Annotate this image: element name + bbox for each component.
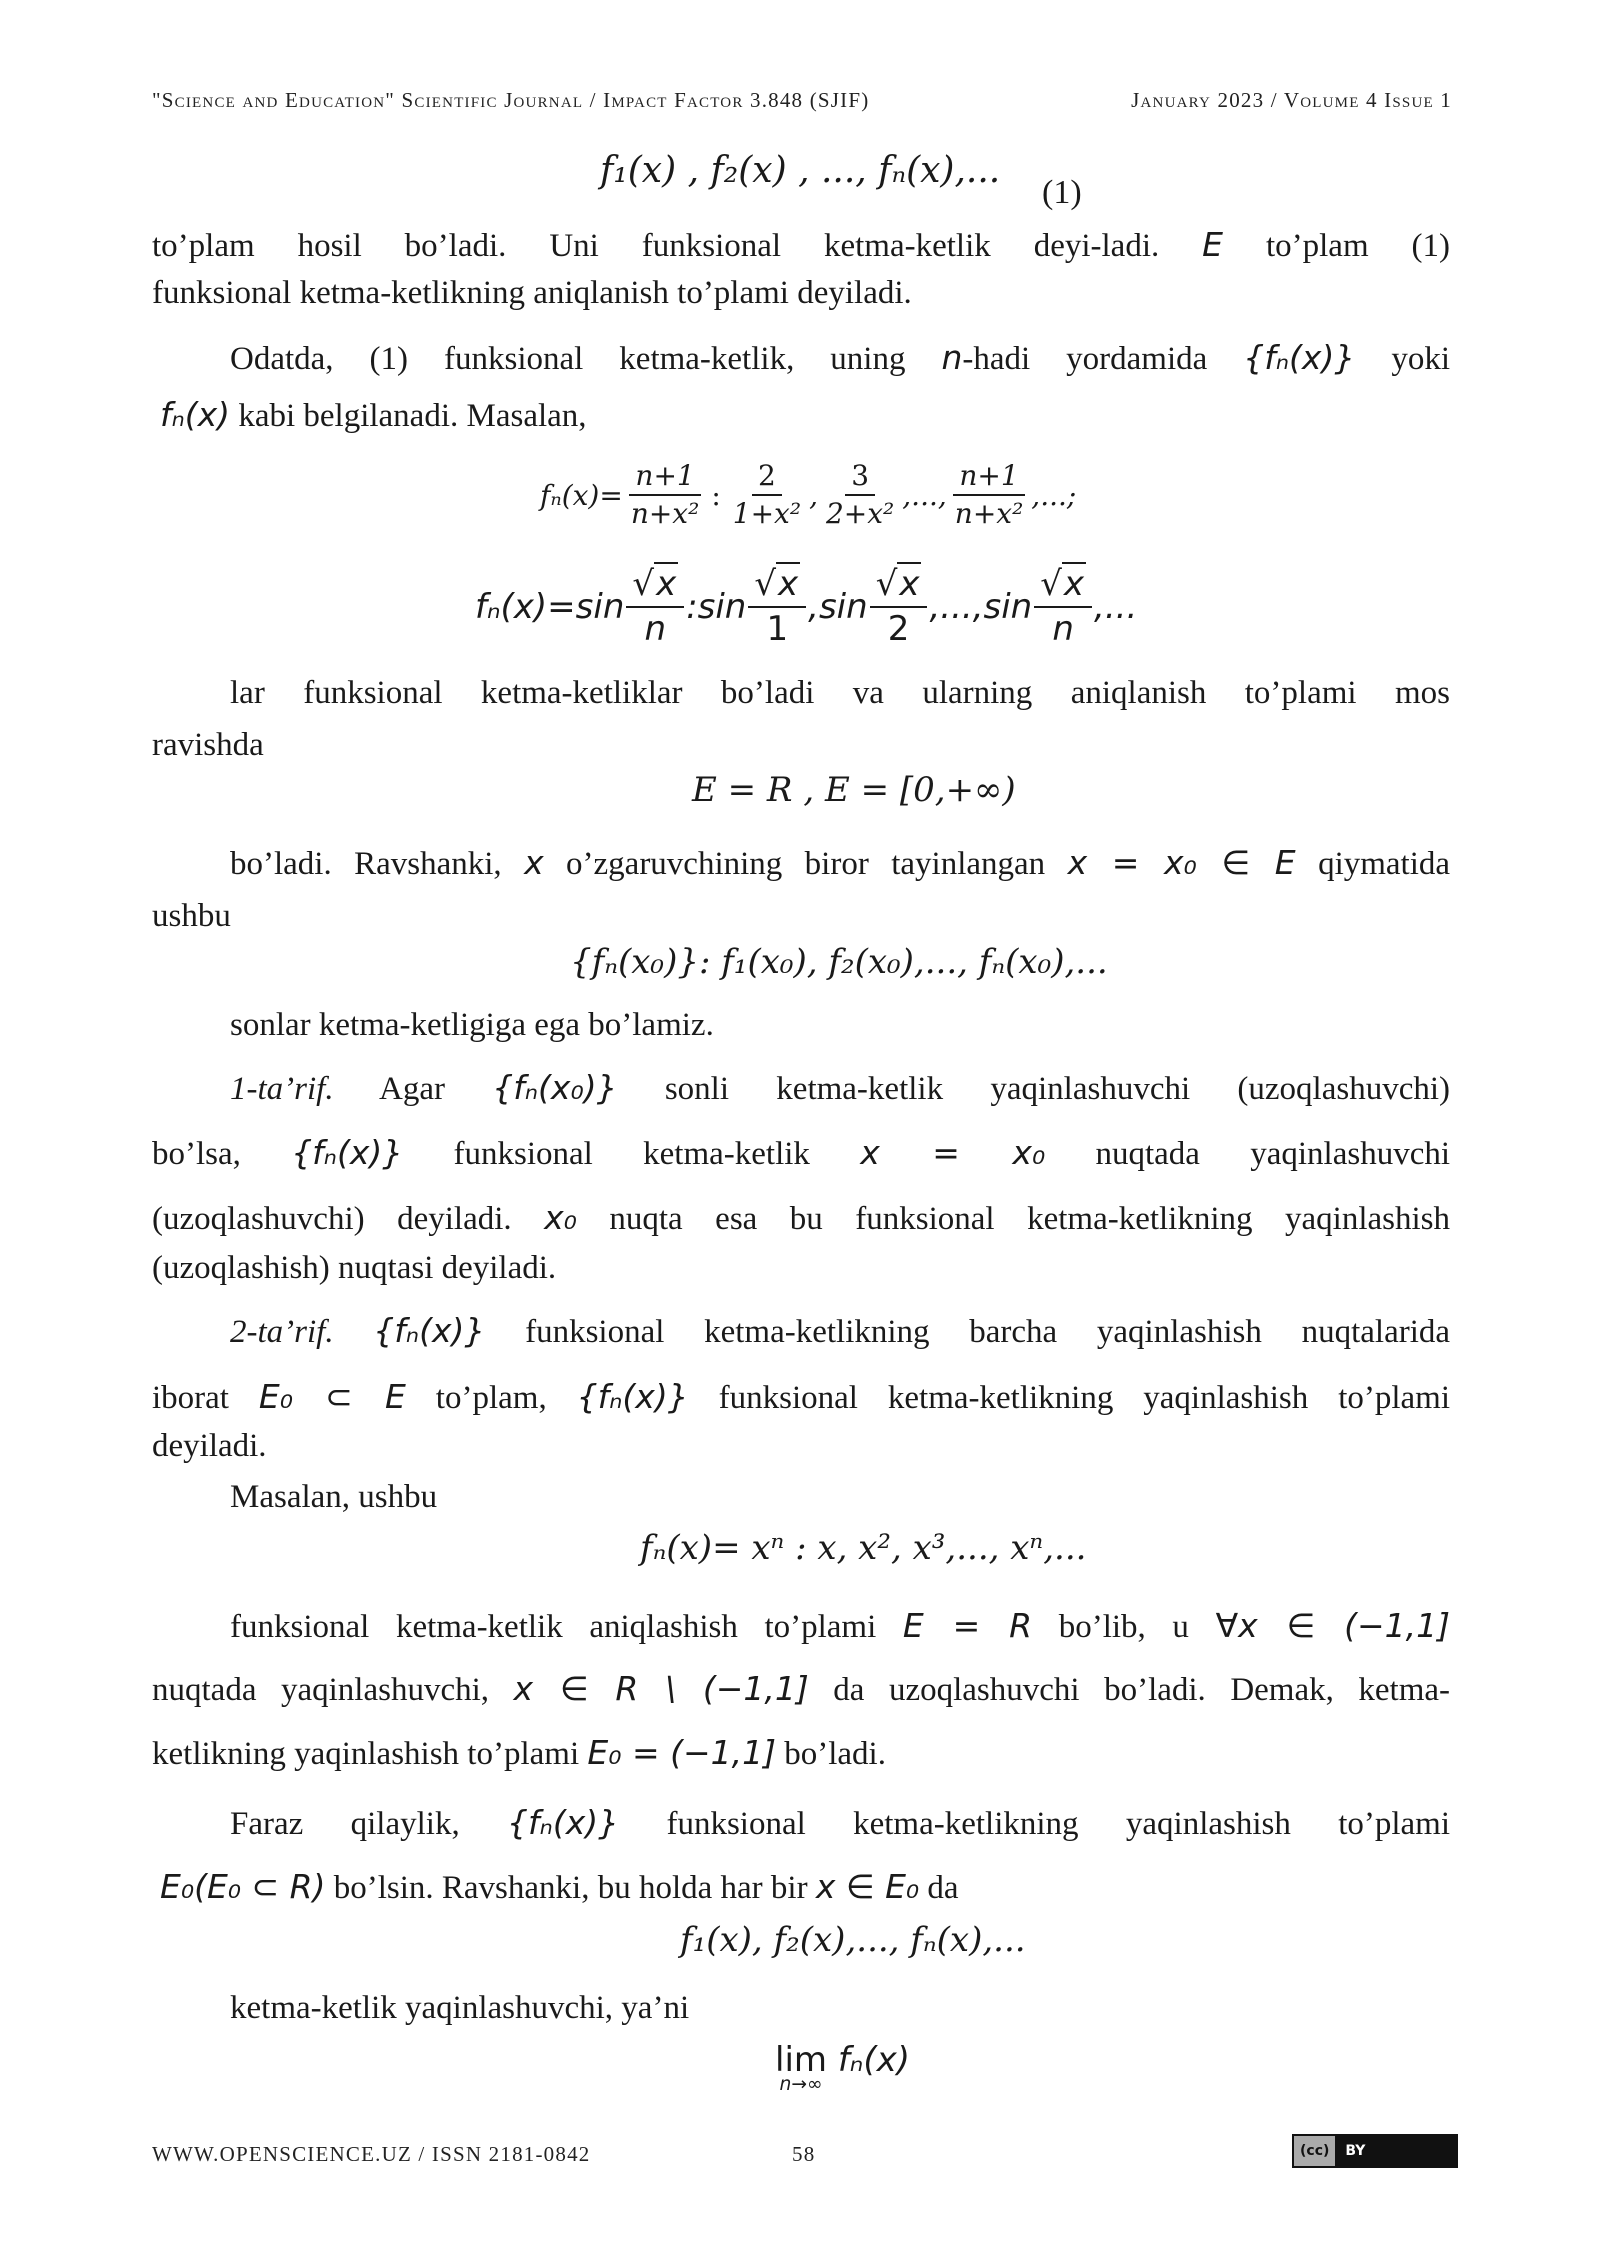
formula-domains: E = R , E = [0,+∞) bbox=[692, 770, 1016, 810]
paragraph-line: funksional ketma-ketlikning aniqlanish to’plami deyiladi. bbox=[152, 275, 912, 311]
formula-power-sequence: fₙ(x)= xⁿ : x, x², x³,..., xⁿ,... bbox=[640, 1528, 1087, 1568]
paragraph-line: ketlikning yaqinlashish to’plami E₀ = (−1,1] bo’ladi. bbox=[152, 1733, 886, 1772]
math-inline: {fₙ(x₀)} bbox=[492, 1068, 618, 1107]
paragraph-line: fₙ(x) kabi belgilanadi. Masalan, bbox=[160, 395, 587, 434]
paragraph-line: sonlar ketma-ketligiga ega bo’lamiz. bbox=[230, 1007, 714, 1043]
definition-label: 1-ta’rif. bbox=[230, 1071, 334, 1107]
cc-by-license-badge bbox=[1292, 2134, 1458, 2168]
math-inline: x bbox=[524, 843, 544, 882]
formula-example-2: fₙ(x)=sin $\frac{√x}{n}$ :sin $\frac{√x}{1}$ ,sin $\frac{√x}{2}$ ,...,sin $\frac{√x}{n}$ ,... bbox=[475, 564, 1138, 650]
paragraph-line: Faraz qilaylik, {fₙ(x)} funksional ketma-ketlikning yaqinlashish to’plami bbox=[230, 1803, 1451, 1842]
math-inline: fₙ(x) bbox=[160, 395, 231, 434]
math-inline: x ∈ E₀ bbox=[815, 1867, 920, 1906]
math-inline: x = x₀ bbox=[860, 1133, 1046, 1172]
running-header-right: January 2023 / Volume 4 Issue 1 bbox=[1131, 88, 1452, 112]
paragraph-line: iborat E₀ ⊂ E to’plam, {fₙ(x)} funksional ketma-ketlikning yaqinlashish to’plami bbox=[152, 1377, 1450, 1416]
formula-example-1: fₙ(x)= $\frac{n+1}{\text{n+x²}}$ : $\frac{2}{\text{1+x²}}$ , $\frac{3}{\text{2+x²}}$ ,..., $\frac{n+1}{\text{n+x²}}$ ,...; bbox=[540, 459, 1077, 531]
cc-icon: (cc) bbox=[1294, 2136, 1337, 2166]
paragraph-line: lar funksional ketma-ketliklar bo’ladi va ularning aniqlanish to’plami mos bbox=[230, 675, 1450, 711]
paragraph-line: to’plam hosil bo’ladi. Uni funksional ketma-ketlik deyi-ladi. E to’plam (1) bbox=[152, 225, 1451, 264]
math-inline: {fₙ(x)} bbox=[1243, 338, 1356, 377]
math-inline: {fₙ(x)} bbox=[576, 1377, 689, 1416]
math-inline: x = x₀ ∈ E bbox=[1067, 843, 1296, 882]
math-inline: E = R bbox=[902, 1606, 1033, 1645]
page-number: 58 bbox=[792, 2142, 816, 2166]
math-inline: {fₙ(x)} bbox=[507, 1803, 620, 1842]
paragraph-line: deyiladi. bbox=[152, 1428, 267, 1464]
equation-number: (1) bbox=[1042, 174, 1082, 211]
formula-limit: lim n→∞ fₙ(x) bbox=[775, 2040, 911, 2095]
paragraph-line: nuqtada yaqinlashuvchi, x ∈ R \ (−1,1] da uzoqlashuvchi bo’ladi. Demak, ketma- bbox=[152, 1669, 1450, 1708]
paragraph-line: 2-ta’rif. {fₙ(x)} funksional ketma-ketlikning barcha yaqinlashish nuqtalarida bbox=[230, 1311, 1451, 1350]
paragraph-line: ushbu bbox=[152, 898, 231, 934]
paragraph-line: Odatda, (1) funksional ketma-ketlik, uning n-hadi yordamida {fₙ(x)} yoki bbox=[230, 338, 1450, 377]
paragraph-line: E₀(E₀ ⊂ R) bo’lsin. Ravshanki, bu holda har bir x ∈ E₀ da bbox=[160, 1867, 959, 1906]
paragraph-line: 1-ta’rif. Agar {fₙ(x₀)} sonli ketma-ketlik yaqinlashuvchi (uzoqlashuvchi) bbox=[230, 1068, 1451, 1107]
footer-site-issn: WWW.OPENSCIENCE.UZ / ISSN 2181-0842 bbox=[152, 2142, 591, 2166]
formula-number-sequence: {fₙ(x₀)}: f₁(x₀), f₂(x₀),..., fₙ(x₀),... bbox=[570, 942, 1108, 982]
definition-label: 2-ta’rif. bbox=[230, 1314, 334, 1350]
running-header-left: "Science and Education" Scientific Journal / Impact Factor 3.848 (SJIF) bbox=[152, 88, 870, 112]
math-inline: n bbox=[941, 338, 963, 377]
math-inline: x₀ bbox=[544, 1198, 577, 1237]
math-inline: E bbox=[1202, 225, 1224, 264]
math-inline: x ∈ R \ (−1,1] bbox=[513, 1669, 809, 1708]
math-inline: E₀(E₀ ⊂ R) bbox=[160, 1867, 326, 1906]
math-inline: ∀x ∈ (−1,1] bbox=[1215, 1606, 1451, 1645]
math-inline: E₀ ⊂ E bbox=[258, 1377, 406, 1416]
math-inline: {fₙ(x)} bbox=[373, 1311, 486, 1350]
paragraph-line: bo’lsa, {fₙ(x)} funksional ketma-ketlik x = x₀ nuqtada yaqinlashuvchi bbox=[152, 1133, 1451, 1172]
paragraph-line: bo’ladi. Ravshanki, x o’zgaruvchining biror tayinlangan x = x₀ ∈ E qiymatida bbox=[230, 843, 1451, 882]
paragraph-line: Masalan, ushbu bbox=[230, 1479, 438, 1515]
formula-sequence-at-x: f₁(x), f₂(x),..., fₙ(x),... bbox=[680, 1920, 1026, 1960]
paragraph-line: (uzoqlashish) nuqtasi deyiladi. bbox=[152, 1250, 557, 1286]
math-inline: {fₙ(x)} bbox=[291, 1133, 404, 1172]
math-inline: E₀ = (−1,1] bbox=[587, 1733, 776, 1772]
by-icon: BY bbox=[1337, 2136, 1373, 2166]
formula-1: f₁(x) , f₂(x) , ..., fₙ(x),... bbox=[600, 150, 1001, 191]
paragraph-line: funksional ketma-ketlik aniqlashish to’plami E = R bo’lib, u ∀x ∈ (−1,1] bbox=[230, 1606, 1451, 1645]
paragraph-line: (uzoqlashuvchi) deyiladi. x₀ nuqta esa bu funksional ketma-ketlikning yaqinlashish bbox=[152, 1198, 1450, 1237]
paragraph-line: ketma-ketlik yaqinlashuvchi, ya’ni bbox=[230, 1990, 690, 2026]
paragraph-line: ravishda bbox=[152, 727, 264, 763]
